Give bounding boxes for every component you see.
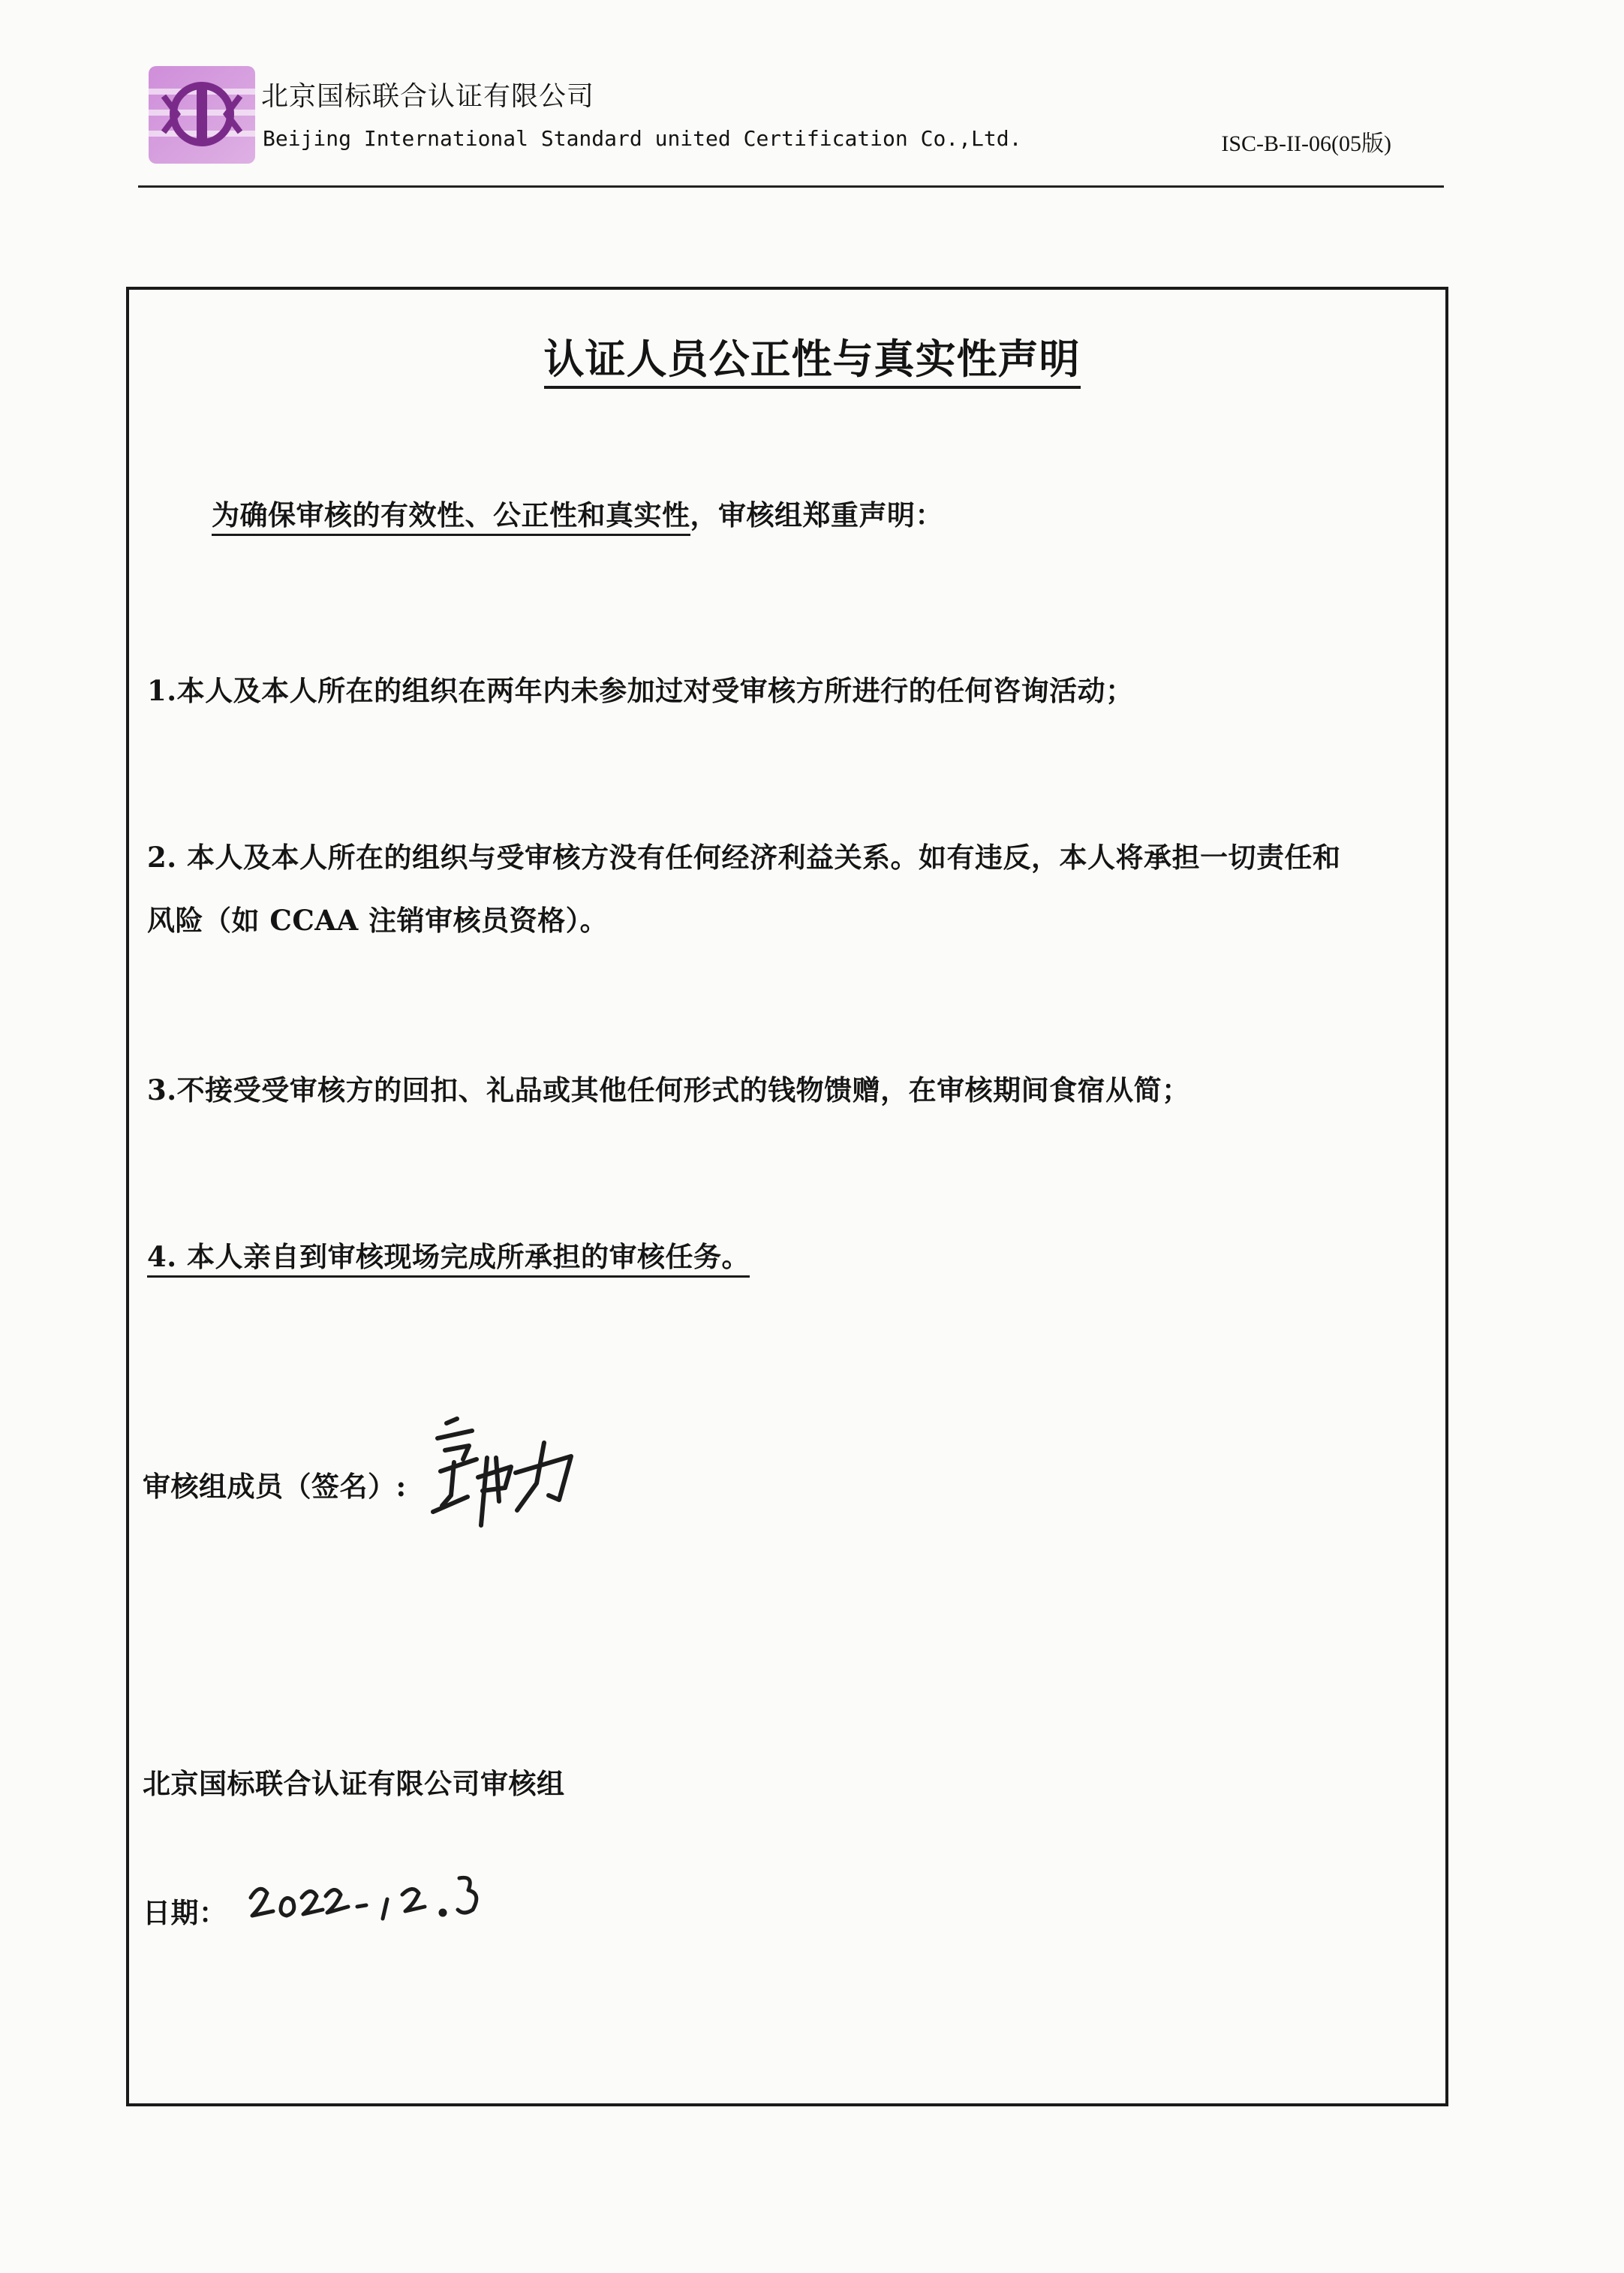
intro-underlined-text: 为确保审核的有效性、公正性和真实性 [212,498,690,536]
handwritten-signature [424,1413,582,1548]
isc-logo-icon [149,66,255,164]
document-code: ISC-B-II-06(05版) [1221,131,1391,156]
declaration-item-2-continued: 风险（如 CCAA 注销审核员资格）。 [147,904,609,937]
signature-label: 审核组成员（签名）: [143,1470,407,1503]
declaration-item-2: 2. 本人及本人所在的组织与受审核方没有任何经济利益关系。如有违反，本人将承担一切责任和 [147,841,1341,874]
declaration-item-3: 3.不接受受审核方的回扣、礼品或其他任何形式的钱物馈赠，在审核期间食宿从简； [147,1073,1190,1106]
handwritten-date [248,1860,488,1928]
declaration-item-1: 1.本人及本人所在的组织在两年内未参加过对受审核方所进行的任何咨询活动； [147,674,1134,707]
date-label: 日期： [143,1896,227,1929]
company-name-en: Beijing International Standard united Certification Co.,Ltd. [263,126,1022,151]
form-title [0,327,1624,385]
form-title-text: 认证人员公正性与真实性声明 [544,336,1081,389]
intro-rest-text: ，审核组郑重声明： [690,498,943,531]
declaration-item-4 [147,1234,750,1275]
company-name-cn: 北京国标联合认证有限公司 [261,81,595,112]
declaration-form-border [126,287,1448,2106]
header-divider [138,185,1444,188]
declaration-item-4-text: 4. 本人亲自到审核现场完成所承担的审核任务。 [147,1240,750,1278]
intro-statement [212,492,943,533]
audit-team-organization: 北京国标联合认证有限公司审核组 [143,1767,565,1800]
